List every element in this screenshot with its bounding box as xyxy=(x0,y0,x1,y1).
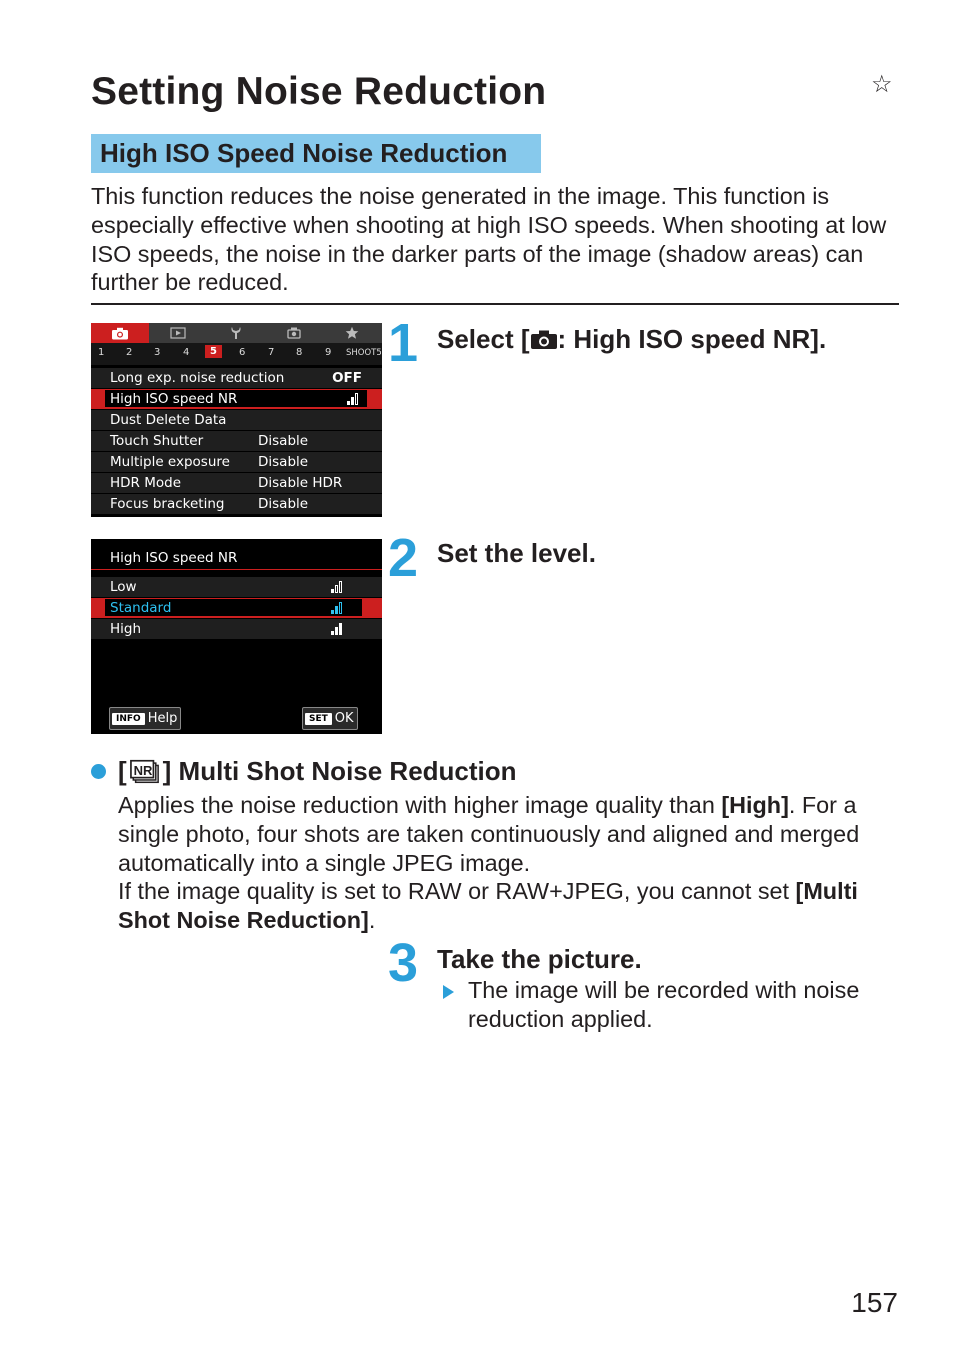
intro-paragraph: This function reduces the noise generated in the image. This function is especially effective when shooting at high ISO speeds. When shooting at low ISO speeds, the noise in the darker parts of the image (shadow areas) can further be reduced. xyxy=(91,183,887,296)
tab-shooting[interactable] xyxy=(91,323,149,343)
menu-item-touch-shutter[interactable]: Touch Shutter Disable xyxy=(91,431,382,452)
menu-item-multiple-exposure[interactable]: Multiple exposure Disable xyxy=(91,452,382,473)
menu-item-hdr-mode[interactable]: HDR Mode Disable HDR xyxy=(91,473,382,494)
multi-shot-nr-icon: NR xyxy=(130,760,160,784)
step-title: Set the level. xyxy=(437,538,596,568)
tab-number-row xyxy=(91,343,382,365)
screen-title: High ISO speed NR xyxy=(110,550,238,566)
tab-playback[interactable] xyxy=(149,323,207,343)
playback-icon xyxy=(170,327,186,339)
nr-level-screen xyxy=(91,539,382,734)
section-heading: High ISO Speed Noise Reduction xyxy=(91,134,541,173)
wrench-icon xyxy=(229,326,243,340)
screen-title-row xyxy=(91,547,382,570)
tab-my-menu[interactable] xyxy=(323,323,381,343)
star-icon: ☆ xyxy=(871,71,893,98)
tab-number[interactable]: 9 xyxy=(325,347,332,358)
option-standard[interactable]: Standard xyxy=(91,598,382,619)
multishot-paragraph-1: Applies the noise reduction with higher image quality than [High]. For a single photo, four shots are taken continuously and aligned and merged automatically into a single JPEG image. xyxy=(118,792,860,876)
tab-number[interactable]: 2 xyxy=(126,347,133,358)
page-title: Setting Noise Reduction xyxy=(91,70,547,113)
divider xyxy=(91,303,899,305)
tab-number[interactable]: 4 xyxy=(183,347,190,358)
tab-number-active[interactable]: 5 xyxy=(205,345,222,358)
arrow-bullet-icon xyxy=(443,985,454,999)
camera-icon xyxy=(530,329,558,350)
tab-number[interactable]: 3 xyxy=(154,347,161,358)
custom-functions-icon xyxy=(286,326,302,340)
tab-number[interactable]: 1 xyxy=(98,347,105,358)
menu-item-high-iso-nr[interactable]: High ISO speed NR xyxy=(91,389,382,410)
option-low[interactable]: Low xyxy=(91,577,382,598)
step-number: 3 xyxy=(388,933,419,993)
step-result: The image will be recorded with noise reduction applied. xyxy=(443,976,893,1034)
tab-setup[interactable] xyxy=(207,323,265,343)
menu-item-dust-delete[interactable]: Dust Delete Data xyxy=(91,410,382,431)
tab-number[interactable]: 7 xyxy=(268,347,275,358)
bullet-dot xyxy=(91,764,106,779)
step-number: 2 xyxy=(388,528,419,588)
camera-icon xyxy=(111,327,129,340)
step-title: Take the picture. xyxy=(437,944,642,974)
tab-number[interactable]: 6 xyxy=(239,347,246,358)
multishot-heading: [ NR ] Multi Shot Noise Reduction xyxy=(91,756,517,787)
option-high[interactable]: High xyxy=(91,619,382,640)
set-key: SET xyxy=(305,713,332,725)
nr-level-high-icon xyxy=(331,622,342,635)
tab-custom[interactable] xyxy=(265,323,323,343)
ok-button[interactable]: SET OK xyxy=(302,707,358,730)
page-number: 157 xyxy=(851,1287,898,1318)
info-key: INFO xyxy=(112,713,145,725)
multishot-paragraph-2: If the image quality is set to RAW or RAW+JPEG, you cannot set [Multi Shot Noise Reduction]. xyxy=(118,878,858,933)
star-menu-icon xyxy=(345,326,359,340)
nr-level-standard-icon xyxy=(347,392,358,405)
menu-item-focus-bracketing[interactable]: Focus bracketing Disable xyxy=(91,494,382,515)
nr-level-low-icon xyxy=(331,580,342,593)
nr-level-standard-icon xyxy=(331,601,342,614)
tab-number[interactable]: 8 xyxy=(296,347,303,358)
shooting-menu-screen xyxy=(91,323,382,517)
help-button[interactable]: INFO Help xyxy=(109,707,181,730)
step-number: 1 xyxy=(388,313,419,373)
menu-tab-row xyxy=(91,323,382,343)
menu-item-long-exp-nr[interactable]: Long exp. noise reduction OFF xyxy=(91,368,382,389)
step-title: Select [ : High ISO speed NR]. xyxy=(437,324,827,354)
tab-shoot-label: SHOOT5 xyxy=(346,348,382,358)
